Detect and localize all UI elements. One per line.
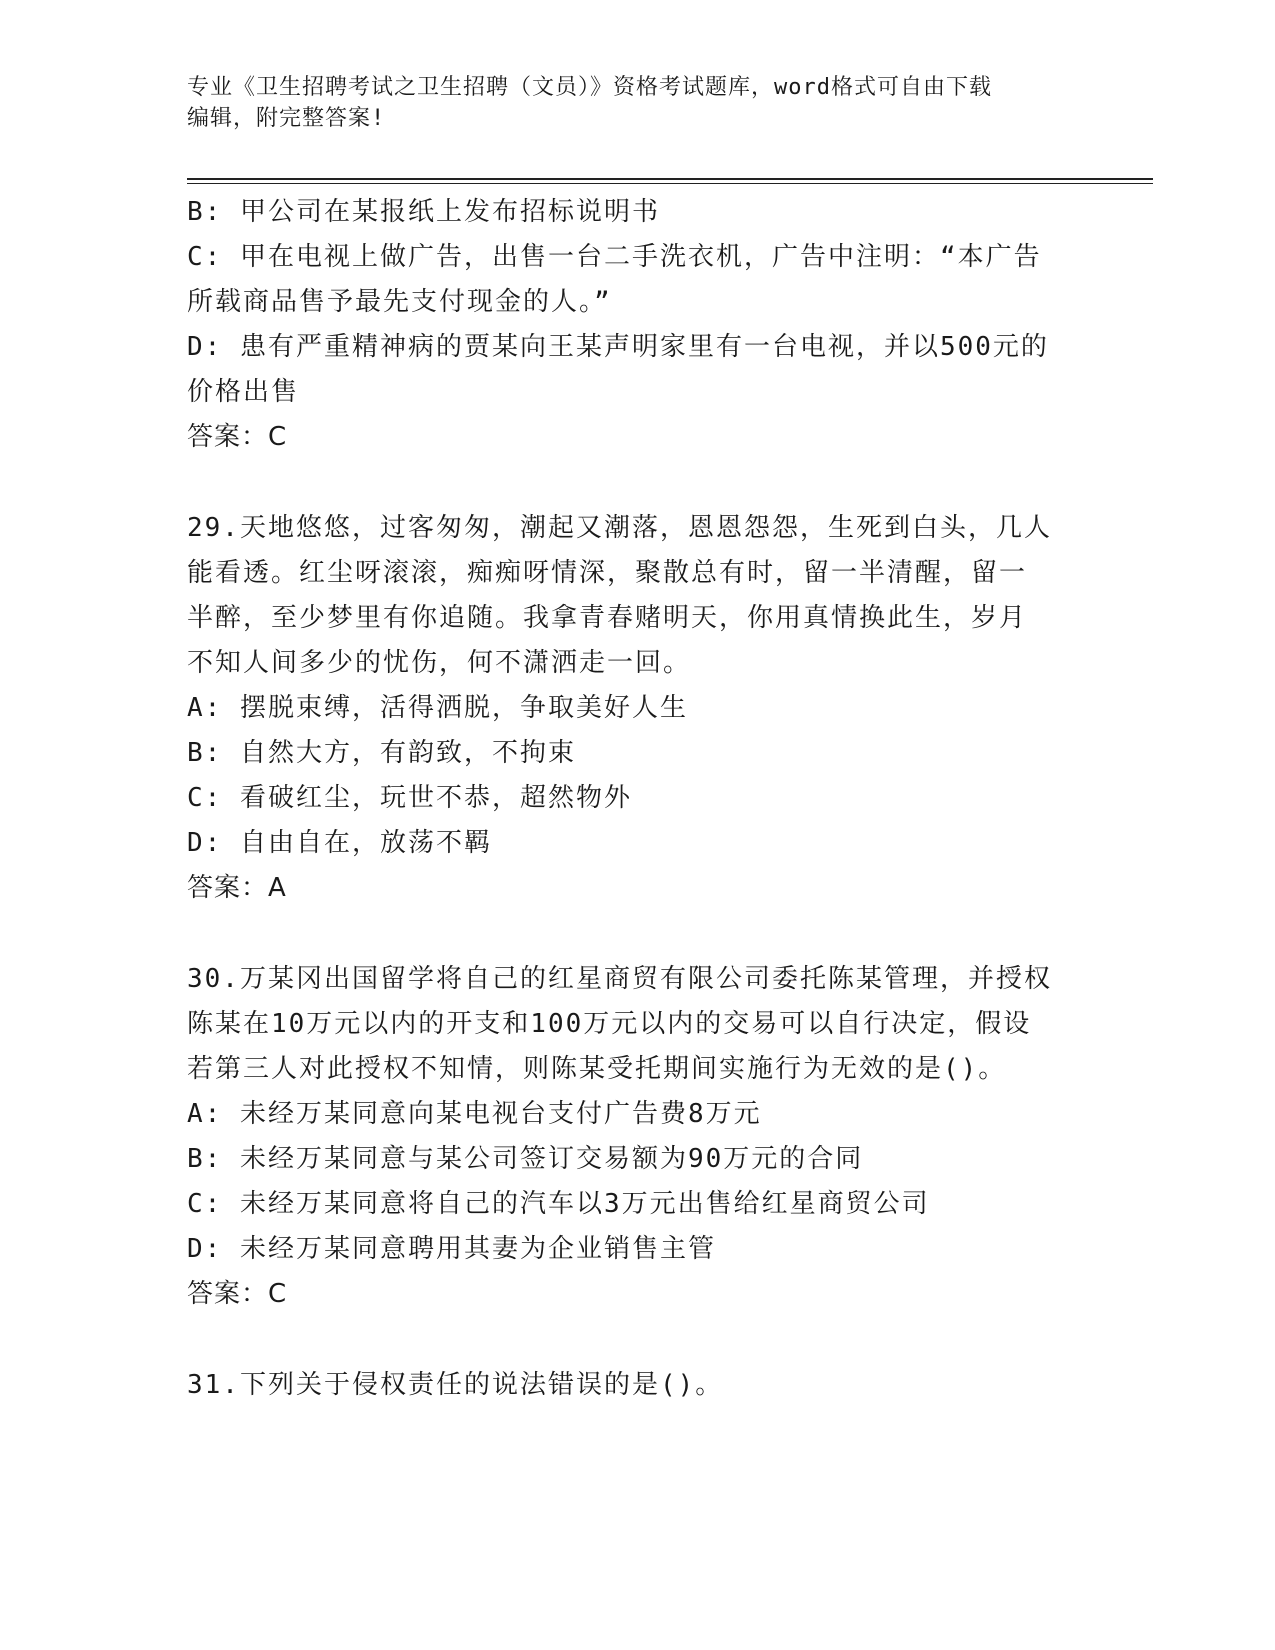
header-divider (187, 178, 1153, 184)
document-header (187, 72, 1087, 134)
option-c: C: 未经万某同意将自己的汽车以3万元出售给红星商贸公司 (187, 1189, 930, 1219)
option-c-line-1: C: 甲在电视上做广告，出售一台二手洗衣机，广告中注明：“本广告 (187, 242, 1042, 272)
option-d-line-2: 价格出售 (187, 377, 300, 407)
document-body (187, 190, 1067, 1408)
answer: 答案：A (187, 873, 287, 903)
question-stem-line-4: 不知人间多少的忧伤，何不潇洒走一回。 (187, 648, 692, 678)
question-stem-line-1: 30.万某冈出国留学将自己的红星商贸有限公司委托陈某管理，并授权 (187, 964, 1052, 994)
option-a: A: 摆脱束缚，活得洒脱，争取美好人生 (187, 693, 688, 723)
question-stem-line-1: 29.天地悠悠，过客匆匆，潮起又潮落，恩恩怨怨，生死到白头，几人 (187, 513, 1052, 543)
spacer (187, 1317, 1067, 1363)
question-stem-line-1: 31.下列关于侵权责任的说法错误的是()。 (187, 1370, 724, 1400)
answer: 答案：C (187, 1279, 288, 1309)
header-line-2: 编辑，附完整答案! (187, 106, 386, 131)
question-28 (187, 190, 1067, 460)
option-b: B: 未经万某同意与某公司签订交易额为90万元的合同 (187, 1144, 864, 1174)
option-b: B: 自然大方，有韵致，不拘束 (187, 738, 576, 768)
question-stem-line-3: 若第三人对此授权不知情，则陈某受托期间实施行为无效的是()。 (187, 1054, 1007, 1084)
spacer (187, 460, 1067, 506)
option-b: B: 甲公司在某报纸上发布招标说明书 (187, 197, 660, 227)
header-line-1: 专业《卫生招聘考试之卫生招聘（文员）》资格考试题库，word格式可自由下载 (187, 75, 992, 100)
option-c-line-2: 所载商品售予最先支付现金的人。” (187, 287, 612, 317)
option-d: D: 自由自在，放荡不羁 (187, 828, 492, 858)
question-stem-line-3: 半醉，至少梦里有你追随。我拿青春赌明天，你用真情换此生，岁月 (187, 603, 1028, 633)
question-stem-line-2: 陈某在10万元以内的开支和100万元以内的交易可以自行决定，假设 (187, 1009, 1032, 1039)
answer: 答案：C (187, 422, 288, 452)
question-31 (187, 1363, 1067, 1408)
question-30 (187, 957, 1067, 1317)
option-a: A: 未经万某同意向某电视台支付广告费8万元 (187, 1099, 762, 1129)
option-d-line-1: D: 患有严重精神病的贾某向王某声明家里有一台电视，并以500元的 (187, 332, 1049, 362)
option-d: D: 未经万某同意聘用其妻为企业销售主管 (187, 1234, 716, 1264)
spacer (187, 911, 1067, 957)
option-c: C: 看破红尘，玩世不恭，超然物外 (187, 783, 632, 813)
question-stem-line-2: 能看透。红尘呀滚滚，痴痴呀情深，聚散总有时，留一半清醒，留一 (187, 558, 1028, 588)
question-29 (187, 506, 1067, 911)
